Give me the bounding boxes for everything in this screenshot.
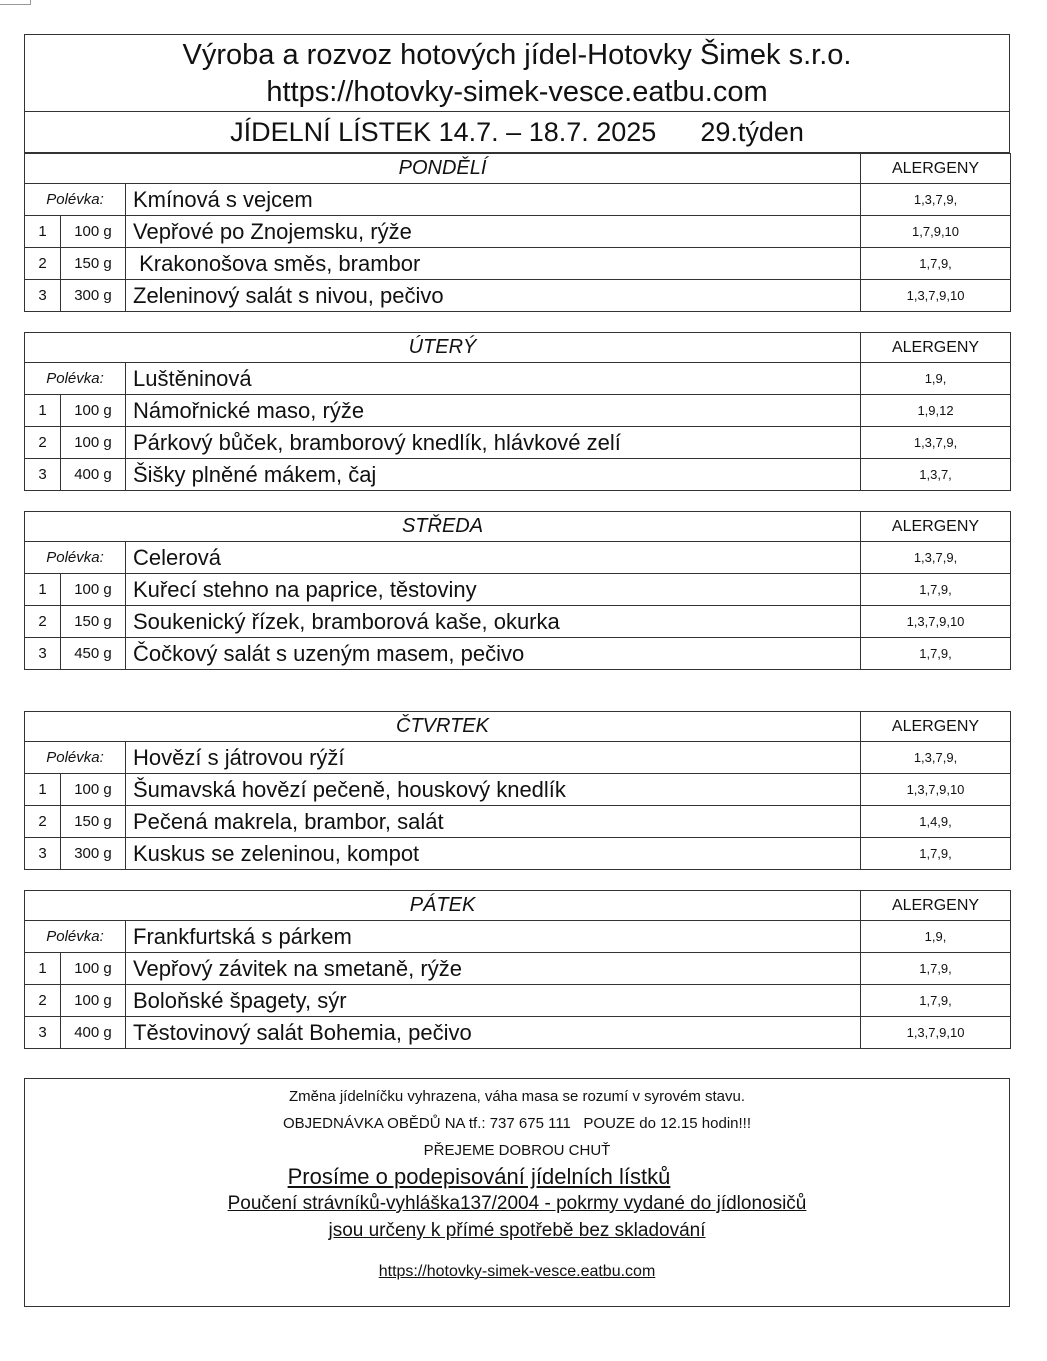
meal-weight: 150 g	[61, 806, 126, 838]
meal-allergens: 1,3,7,9,10	[861, 606, 1011, 638]
soup-dish: Hovězí s játrovou rýží	[126, 742, 861, 774]
meal-allergens: 1,3,7,9,10	[861, 774, 1011, 806]
meal-row	[25, 574, 1011, 606]
meal-row	[25, 606, 1011, 638]
meal-weight: 150 g	[61, 248, 126, 280]
meal-allergens: 1,7,9,	[861, 638, 1011, 670]
soup-label: Polévka:	[25, 542, 126, 574]
soup-dish: Luštěninová	[126, 363, 861, 395]
meal-number: 2	[25, 806, 61, 838]
meal-weight: 400 g	[61, 459, 126, 491]
menu-sheet	[24, 34, 1010, 1049]
meal-dish: Šumavská hovězí pečeně, houskový knedlík	[126, 774, 861, 806]
meal-dish: Párkový bůček, bramborový knedlík, hlávkové zelí	[126, 427, 861, 459]
soup-label: Polévka:	[25, 363, 126, 395]
meal-row	[25, 838, 1011, 870]
meal-number: 1	[25, 953, 61, 985]
day-name: PÁTEK	[25, 891, 861, 921]
meal-allergens: 1,3,7,9,10	[861, 1017, 1011, 1049]
day-table	[24, 511, 1011, 670]
company-url: https://hotovky-simek-vesce.eatbu.com	[266, 76, 768, 108]
menu-title: JÍDELNÍ LÍSTEK 14.7. – 18.7. 2025	[230, 116, 657, 147]
meal-row	[25, 953, 1011, 985]
meal-allergens: 1,7,9,	[861, 985, 1011, 1017]
meal-row	[25, 638, 1011, 670]
meal-row	[25, 985, 1011, 1017]
meal-dish: Soukenický řízek, bramborová kaše, okurka	[126, 606, 861, 638]
allergen-header: ALERGENY	[861, 712, 1011, 742]
meal-weight: 100 g	[61, 953, 126, 985]
meal-weight: 100 g	[61, 985, 126, 1017]
soup-row	[25, 742, 1011, 774]
day-table	[24, 890, 1011, 1049]
meal-dish: Krakonošova směs, brambor	[126, 248, 861, 280]
meal-dish: Zeleninový salát s nivou, pečivo	[126, 280, 861, 312]
meal-number: 1	[25, 216, 61, 248]
day-table	[24, 153, 1011, 312]
footer-note-change: Změna jídelníčku vyhrazena, váha masa se rozumí v syrovém stavu.	[288, 1088, 746, 1105]
meal-dish: Pečená makrela, brambor, salát	[126, 806, 861, 838]
menu-title-row	[25, 112, 1010, 153]
meal-dish: Kuskus se zeleninou, kompot	[126, 838, 861, 870]
meal-dish: Námořnické maso, rýže	[126, 395, 861, 427]
menu-header-table	[24, 34, 1010, 153]
allergen-header: ALERGENY	[861, 333, 1011, 363]
meal-allergens: 1,7,9,	[861, 953, 1011, 985]
meal-number: 1	[25, 395, 61, 427]
day-name: PONDĚLÍ	[25, 154, 861, 184]
meal-weight: 150 g	[61, 606, 126, 638]
meal-allergens: 1,7,9,10	[861, 216, 1011, 248]
soup-row	[25, 542, 1011, 574]
allergen-header: ALERGENY	[861, 891, 1011, 921]
meal-weight: 400 g	[61, 1017, 126, 1049]
company-heading	[25, 35, 1010, 112]
meal-number: 1	[25, 574, 61, 606]
meal-row	[25, 280, 1011, 312]
company-name: Výroba a rozvoz hotových jídel-Hotovky Šimek s.r.o.	[182, 39, 852, 71]
day-header-row	[25, 712, 1011, 742]
meal-weight: 100 g	[61, 574, 126, 606]
soup-allergens: 1,3,7,9,	[861, 184, 1011, 216]
meal-row	[25, 395, 1011, 427]
meal-number: 2	[25, 606, 61, 638]
soup-label: Polévka:	[25, 921, 126, 953]
meal-allergens: 1,3,7,	[861, 459, 1011, 491]
footer-sign-request: Prosíme o podepisování jídelních lístků	[287, 1164, 671, 1189]
day-header-row	[25, 891, 1011, 921]
meal-allergens: 1,4,9,	[861, 806, 1011, 838]
soup-allergens: 1,9,	[861, 921, 1011, 953]
meal-allergens: 1,7,9,	[861, 838, 1011, 870]
day-table	[24, 332, 1011, 491]
meal-row	[25, 459, 1011, 491]
meal-number: 3	[25, 638, 61, 670]
meal-dish: Těstovinový salát Bohemia, pečivo	[126, 1017, 861, 1049]
soup-row	[25, 184, 1011, 216]
soup-allergens: 1,9,	[861, 363, 1011, 395]
meal-weight: 100 g	[61, 427, 126, 459]
meal-number: 2	[25, 248, 61, 280]
meal-number: 1	[25, 774, 61, 806]
day-name: STŘEDA	[25, 512, 861, 542]
meal-weight: 100 g	[61, 395, 126, 427]
meal-row	[25, 774, 1011, 806]
soup-dish: Kmínová s vejcem	[126, 184, 861, 216]
soup-allergens: 1,3,7,9,	[861, 742, 1011, 774]
soup-dish: Frankfurtská s párkem	[126, 921, 861, 953]
meal-number: 2	[25, 985, 61, 1017]
soup-label: Polévka:	[25, 742, 126, 774]
footer-notes	[24, 1078, 1010, 1307]
day-header-row	[25, 154, 1011, 184]
allergen-header: ALERGENY	[861, 154, 1011, 184]
meal-row	[25, 216, 1011, 248]
week-number: 29.týden	[700, 116, 804, 147]
meal-dish: Boloňské špagety, sýr	[126, 985, 861, 1017]
meal-weight: 300 g	[61, 280, 126, 312]
soup-row	[25, 363, 1011, 395]
meal-number: 3	[25, 838, 61, 870]
day-name: ČTVRTEK	[25, 712, 861, 742]
meal-dish: Šišky plněné mákem, čaj	[126, 459, 861, 491]
soup-row	[25, 921, 1011, 953]
day-header-row	[25, 512, 1011, 542]
meal-allergens: 1,9,12	[861, 395, 1011, 427]
meal-weight: 450 g	[61, 638, 126, 670]
soup-label: Polévka:	[25, 184, 126, 216]
meal-number: 3	[25, 1017, 61, 1049]
meal-allergens: 1,3,7,9,	[861, 427, 1011, 459]
meal-row	[25, 806, 1011, 838]
meal-dish: Vepřové po Znojemsku, rýže	[126, 216, 861, 248]
footer-regulation-note-2: jsou určeny k přímé spotřebě bez skladování	[328, 1220, 706, 1241]
meal-allergens: 1,7,9,	[861, 248, 1011, 280]
meal-allergens: 1,7,9,	[861, 574, 1011, 606]
footer-website-link[interactable]: https://hotovky-simek-vesce.eatbu.com	[378, 1263, 656, 1280]
day-table	[24, 711, 1011, 870]
meal-number: 3	[25, 459, 61, 491]
meal-dish: Čočkový salát s uzeným masem, pečivo	[126, 638, 861, 670]
meal-weight: 100 g	[61, 216, 126, 248]
day-header-row	[25, 333, 1011, 363]
allergen-header: ALERGENY	[861, 512, 1011, 542]
meal-row	[25, 1017, 1011, 1049]
meal-number: 2	[25, 427, 61, 459]
meal-row	[25, 248, 1011, 280]
footer-order-phone: OBJEDNÁVKA OBĚDŮ NA tf.: 737 675 111 POUZE do 12.15 hodin!!!	[282, 1115, 752, 1132]
meal-allergens: 1,3,7,9,10	[861, 280, 1011, 312]
soup-dish: Celerová	[126, 542, 861, 574]
meal-row	[25, 427, 1011, 459]
meal-dish: Vepřový závitek na smetaně, rýže	[126, 953, 861, 985]
meal-weight: 300 g	[61, 838, 126, 870]
footer-bon-appetit: PŘEJEME DOBROU CHUŤ	[423, 1142, 611, 1159]
day-name: ÚTERÝ	[25, 333, 861, 363]
footer-regulation-note: Poučení strávníků-vyhláška137/2004 - pokrmy vydané do jídlonosičů	[227, 1193, 807, 1214]
soup-allergens: 1,3,7,9,	[861, 542, 1011, 574]
meal-number: 3	[25, 280, 61, 312]
days-container	[24, 153, 1010, 1049]
meal-dish: Kuřecí stehno na paprice, těstoviny	[126, 574, 861, 606]
meal-weight: 100 g	[61, 774, 126, 806]
page-corner-mark	[0, 0, 31, 5]
